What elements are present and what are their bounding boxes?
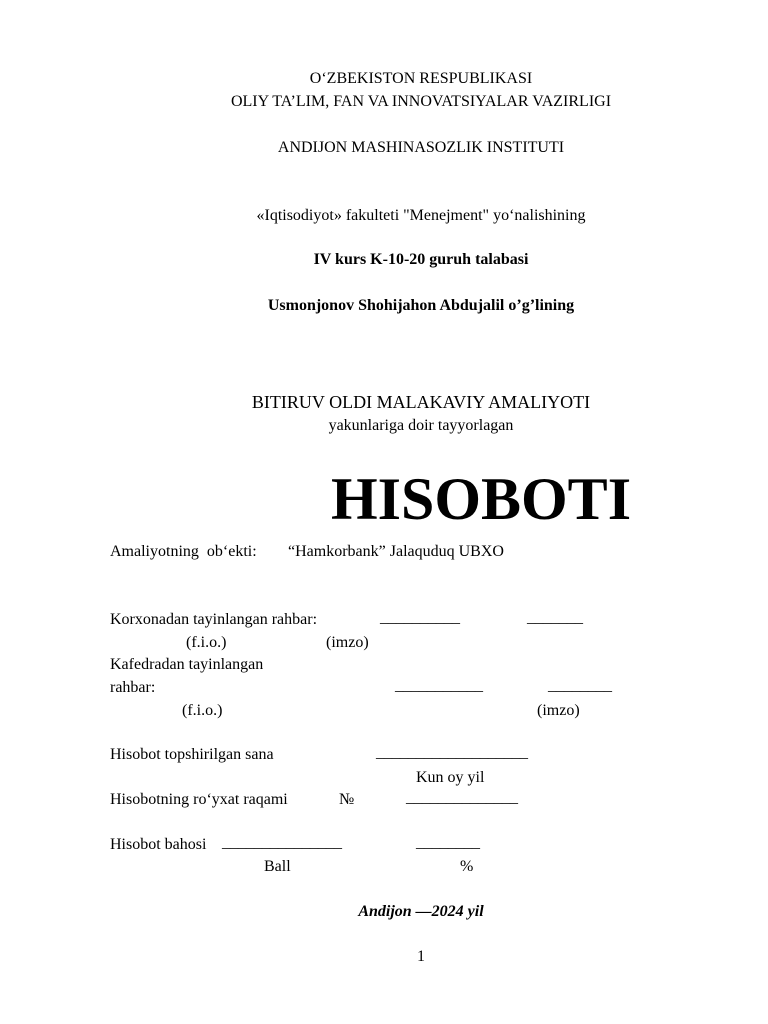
dept-fio-hint: (f.i.o.)	[182, 702, 223, 719]
dept-sign-blank[interactable]: ________	[548, 677, 612, 694]
reg-number-symbol: №	[339, 791, 355, 808]
faculty-line: «Iqtisodiyot» fakulteti "Menejment" yo‘nalishining	[256, 207, 586, 224]
company-fio-hint: (f.i.o.)	[186, 634, 227, 651]
reg-blank[interactable]: ______________	[406, 789, 518, 806]
page-number: 1	[417, 948, 425, 965]
ball-label: Ball	[264, 858, 291, 875]
percent-blank[interactable]: ________	[416, 834, 480, 851]
header-ministry: OLIY TA’LIM, FAN VA INNOVATSIYALAR VAZIRLIGI	[230, 93, 612, 110]
dept-supervisor-label: Kafedradan tayinlangan	[110, 656, 264, 673]
place-year: Andijon —2024 yil	[358, 903, 484, 920]
header-institute: ANDIJON MASHINASOZLIK INSTITUTI	[277, 139, 565, 156]
company-fio-blank[interactable]: __________	[380, 609, 460, 626]
report-title: BITIRUV OLDI MALAKAVIY AMALIYOTI	[251, 392, 591, 412]
object-label: Amaliyotning ob‘ekti:	[110, 543, 257, 560]
percent-label: %	[460, 858, 474, 875]
grade-label: Hisobot bahosi	[110, 836, 207, 853]
date-blank[interactable]: ___________________	[376, 744, 528, 761]
student-name: Usmonjonov Shohijahon Abdujalil o’g’lining	[267, 297, 575, 314]
dept-fio-blank[interactable]: ___________	[395, 677, 483, 694]
object-value: “Hamkorbank” Jalaquduq UBXO	[288, 543, 504, 560]
grade-blank[interactable]: _______________	[222, 834, 342, 851]
date-label: Hisobot topshirilgan sana	[110, 746, 274, 763]
header-republic: O‘ZBEKISTON RESPUBLIKASI	[309, 70, 533, 87]
dept-sign-hint: (imzo)	[537, 702, 580, 719]
report-subtitle: yakunlariga doir tayyorlagan	[328, 417, 514, 434]
company-supervisor-label: Korxonadan tayinlangan rahbar:	[110, 611, 318, 628]
date-hint: Kun oy yil	[416, 769, 485, 786]
company-sign-blank[interactable]: _______	[527, 609, 583, 626]
course-line: IV kurs K-10-20 guruh talabasi	[313, 251, 529, 268]
report-heading: HISOBOTI	[330, 466, 632, 532]
reg-label: Hisobotning ro‘yxat raqami	[110, 791, 288, 808]
company-sign-hint: (imzo)	[326, 634, 369, 651]
dept-supervisor-label-2: rahbar:	[110, 679, 156, 696]
